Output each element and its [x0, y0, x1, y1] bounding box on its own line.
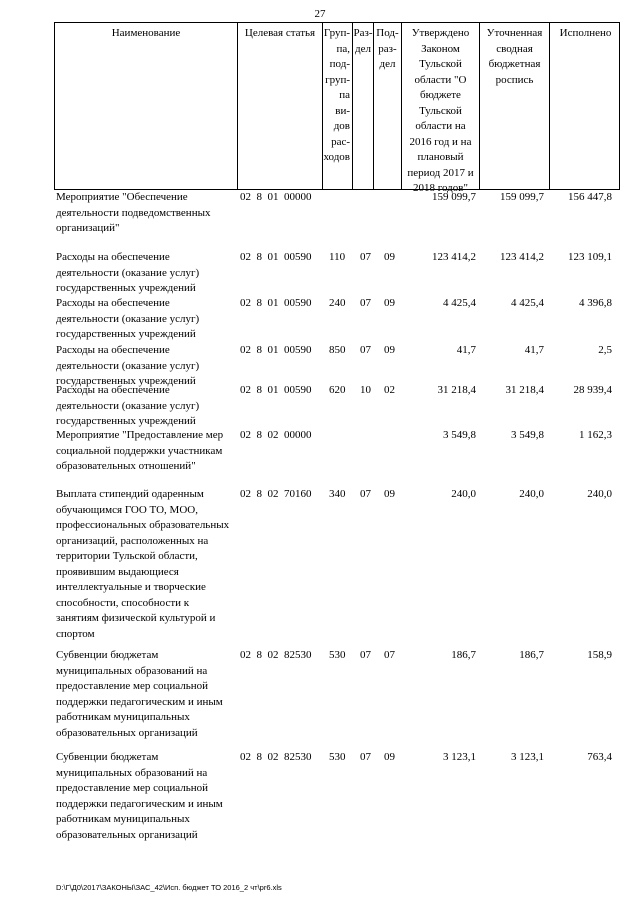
- row-approved-amount: 3 549,8: [443, 429, 476, 441]
- row-name: Расходы на обеспечение деятельности (оказание услуг) государственных учреждений: [56, 344, 200, 387]
- row-approved-amount: 159 099,7: [432, 191, 476, 203]
- row-section-code: 07: [360, 488, 371, 500]
- row-executed-amount: 240,0: [587, 488, 612, 500]
- file-path-footer: D:\Г\Д0\2017\ЗАКОНЫ\ЗАС_42\Исп. бюджет ТО 2016_2 чт\pr6.xls: [56, 883, 282, 892]
- row-approved-amount: 41,7: [456, 344, 476, 356]
- table-header: [54, 22, 620, 194]
- row-target-code: 02 8 01 00590: [240, 344, 312, 356]
- row-approved-amount: 3 123,1: [443, 751, 476, 763]
- row-section-code: 07: [360, 649, 371, 661]
- row-refined-amount: 41,7: [524, 344, 544, 356]
- header-target: Целевая статья: [237, 23, 322, 189]
- row-name: Расходы на обеспечение деятельности (оказание услуг) государственных учреждений: [56, 297, 200, 340]
- row-name: Мероприятие "Обеспечение деятельности подведомственных организаций": [56, 191, 211, 234]
- row-name: Расходы на обеспечение деятельности (оказание услуг) государственных учреждений: [56, 384, 200, 427]
- row-refined-amount: 31 218,4: [505, 384, 544, 396]
- row-refined-amount: 159 099,7: [500, 191, 544, 203]
- row-group-code: 340: [329, 488, 346, 500]
- row-group-code: 850: [329, 344, 346, 356]
- row-executed-amount: 763,4: [587, 751, 612, 763]
- row-refined-amount: 240,0: [519, 488, 544, 500]
- row-group-code: 620: [329, 384, 346, 396]
- row-refined-amount: 123 414,2: [500, 251, 544, 263]
- row-section-code: 07: [360, 751, 371, 763]
- row-subsection-code: 09: [384, 751, 395, 763]
- row-refined-amount: 4 425,4: [511, 297, 544, 309]
- row-executed-amount: 28 939,4: [573, 384, 612, 396]
- row-executed-amount: 156 447,8: [568, 191, 612, 203]
- header-subsection: Под- раз- дел: [373, 23, 401, 189]
- row-executed-amount: 2,5: [598, 344, 612, 356]
- row-approved-amount: 31 218,4: [437, 384, 476, 396]
- header-refined: Уточненная сводная бюджетная роспись: [479, 23, 549, 189]
- row-section-code: 10: [360, 384, 371, 396]
- row-executed-amount: 4 396,8: [579, 297, 612, 309]
- row-target-code: 02 8 02 82530: [240, 751, 312, 763]
- row-approved-amount: 123 414,2: [432, 251, 476, 263]
- row-approved-amount: 186,7: [451, 649, 476, 661]
- row-executed-amount: 1 162,3: [579, 429, 612, 441]
- row-subsection-code: 09: [384, 344, 395, 356]
- row-section-code: 07: [360, 251, 371, 263]
- row-target-code: 02 8 02 00000: [240, 429, 312, 441]
- row-name: Субвенции бюджетам муниципальных образований на предоставление мер социальной поддержки педагогическим и иным работникам муниципальных образовательных организаций: [56, 649, 223, 739]
- row-approved-amount: 4 425,4: [443, 297, 476, 309]
- row-group-code: 110: [329, 251, 346, 263]
- row-refined-amount: 3 123,1: [511, 751, 544, 763]
- header-section: Раз- дел: [352, 23, 373, 189]
- row-name: Мероприятие "Предоставление мер социальной поддержки участникам образовательных отношений": [56, 429, 224, 472]
- row-subsection-code: 09: [384, 297, 395, 309]
- row-approved-amount: 240,0: [451, 488, 476, 500]
- row-group-code: 240: [329, 297, 346, 309]
- row-group-code: 530: [329, 751, 346, 763]
- row-subsection-code: 09: [384, 488, 395, 500]
- row-subsection-code: 07: [384, 649, 395, 661]
- row-target-code: 02 8 02 70160: [240, 488, 312, 500]
- header-group: Груп- па, под- груп- па ви- дов рас- ходов: [322, 23, 352, 189]
- row-target-code: 02 8 01 00590: [240, 384, 312, 396]
- header-approved: Утверждено Законом Тульской области "О бюджете Тульской области на 2016 год и на плановый период 2017 и 2018 годов": [401, 23, 479, 189]
- row-executed-amount: 123 109,1: [568, 251, 612, 263]
- row-name: Субвенции бюджетам муниципальных образований на предоставление мер социальной поддержки педагогическим и иным работникам муниципальных образовательных организаций: [56, 751, 223, 841]
- row-group-code: 530: [329, 649, 346, 661]
- header-name: Наименование: [111, 27, 181, 39]
- header-executed: Исполнено: [549, 23, 621, 189]
- row-name: Выплата стипендий одаренным обучающимся ГОО ТО, МОО, профессиональных образовательных организаций, расположенных на территории Тульской области, проявившим выдающиеся интеллектуальные и творческие способности, способности к занятиям физической культурой и спортом: [56, 488, 230, 640]
- row-refined-amount: 186,7: [519, 649, 544, 661]
- row-target-code: 02 8 01 00000: [240, 191, 312, 203]
- row-refined-amount: 3 549,8: [511, 429, 544, 441]
- row-subsection-code: 02: [384, 384, 395, 396]
- row-name: Расходы на обеспечение деятельности (оказание услуг) государственных учреждений: [56, 251, 200, 294]
- row-section-code: 07: [360, 344, 371, 356]
- row-section-code: 07: [360, 297, 371, 309]
- row-target-code: 02 8 01 00590: [240, 297, 312, 309]
- page-number: 27: [314, 8, 326, 20]
- row-subsection-code: 09: [384, 251, 395, 263]
- row-target-code: 02 8 01 00590: [240, 251, 312, 263]
- row-executed-amount: 158,9: [587, 649, 612, 661]
- row-target-code: 02 8 02 82530: [240, 649, 312, 661]
